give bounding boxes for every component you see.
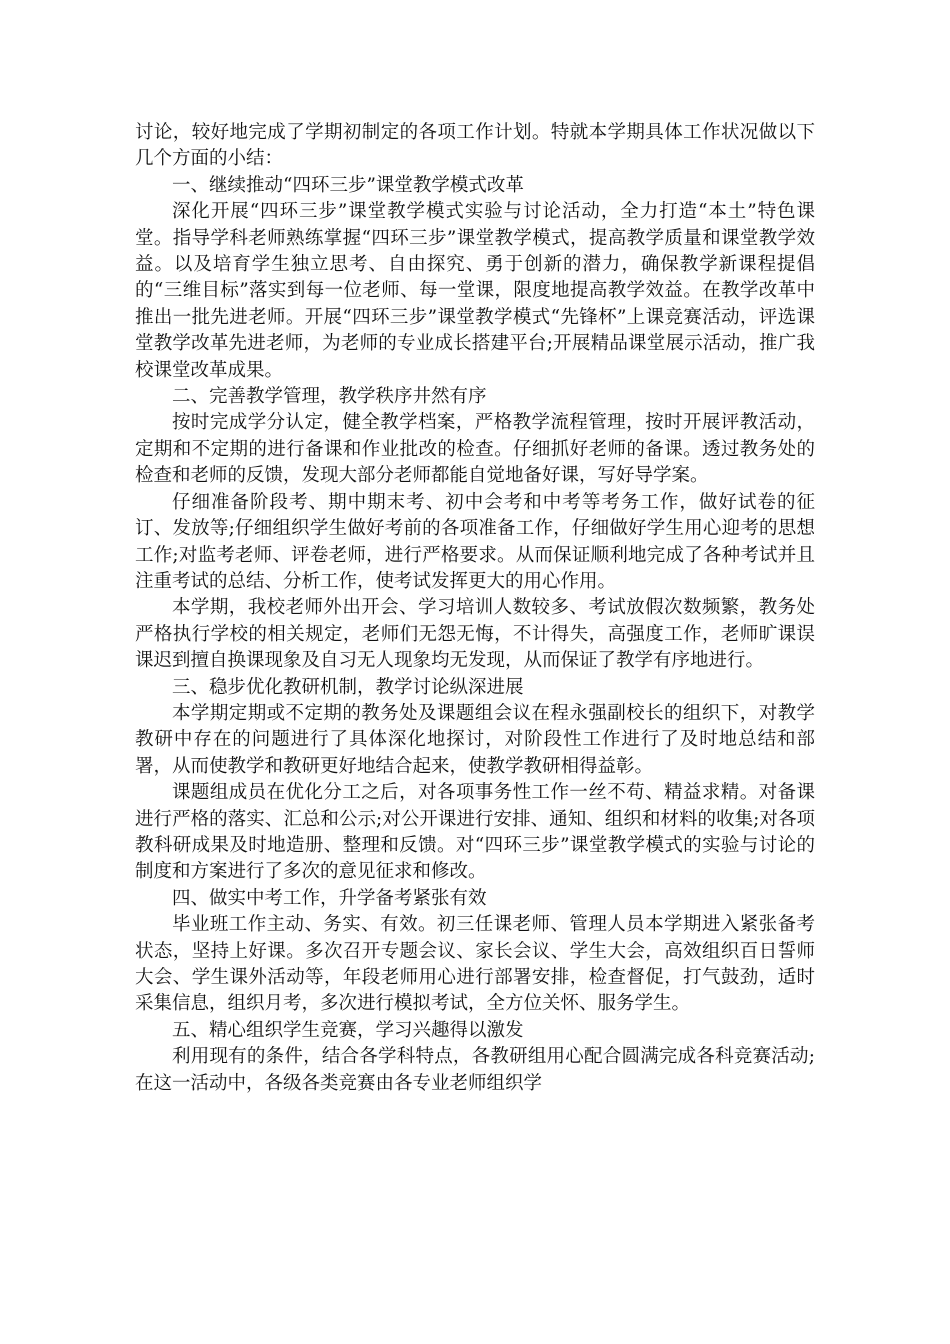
section-heading-1: 一、继续推动“四环三步”课堂教学模式改革 bbox=[172, 174, 524, 196]
paragraph: 本学期定期或不定期的教务处及课题组会议在程永强副校长的组织下，对教学教研中存在的问题进行了具体深化地探讨，对阶段性工作进行了及时地总结和部署，从而使教学和教研更好地结合起来，使教学教研相得益彰。 bbox=[135, 702, 815, 777]
section-heading-2: 二、完善教学管理，教学秩序井然有序 bbox=[172, 386, 487, 408]
paragraph: 利用现有的条件，结合各学科特点，各教研组用心配合圆满完成各科竞赛活动;在这一活动中，各级各类竞赛由各专业老师组织学 bbox=[135, 1046, 815, 1094]
section-heading-5: 五、精心组织学生竞赛，学习兴趣得以激发 bbox=[172, 1019, 524, 1041]
document-page bbox=[135, 120, 815, 1097]
paragraph-intro: 讨论，较好地完成了学期初制定的各项工作计划。特就本学期具体工作状况做以下几个方面的小结： bbox=[135, 122, 815, 170]
paragraph: 本学期，我校老师外出开会、学习培训人数较多、考试放假次数频繁，教务处严格执行学校的相关规定，老师们无怨无悔，不计得失，高强度工作，老师旷课误课迟到擅自换课现象及自习无人现象均无发现，从而保证了教学有序地进行。 bbox=[135, 597, 815, 672]
paragraph: 深化开展“四环三步”课堂教学模式实验与讨论活动，全力打造“本土”特色课堂。指导学科老师熟练掌握“四环三步”课堂教学模式，提高教学质量和课堂教学效益。以及培育学生独立思考、自由探究、勇于创新的潜力，确保教学新课程提倡的“三维目标”落实到每一位老师、每一堂课，限度地提高教学效益。在教学改革中推出一批先进老师。开展“四环三步”课堂教学模式“先锋杯”上课竞赛活动，评选课堂教学改革先进老师，为老师的专业成长搭建平台;开展精品课堂展示活动，推广我校课堂改革成果。 bbox=[135, 201, 815, 381]
paragraph: 按时完成学分认定，健全教学档案，严格教学流程管理，按时开展评教活动，定期和不定期的进行备课和作业批改的检查。仔细抓好老师的备课。透过教务处的检查和老师的反馈，发现大部分老师都能自觉地备好课，写好导学案。 bbox=[135, 412, 815, 487]
paragraph: 课题组成员在优化分工之后，对各项事务性工作一丝不苟、精益求精。对备课进行严格的落实、汇总和公示;对公开课进行安排、通知、组织和材料的收集;对各项教科研成果及时地造册、整理和反馈。对“四环三步”课堂教学模式的实验与讨论的制度和方案进行了多次的意见征求和修改。 bbox=[135, 782, 815, 883]
section-heading-3: 三、稳步优化教研机制，教学讨论纵深进展 bbox=[172, 676, 524, 698]
section-heading-4: 四、做实中考工作，升学备考紧张有效 bbox=[172, 887, 487, 909]
paragraph: 毕业班工作主动、务实、有效。初三任课老师、管理人员本学期进入紧张备考状态，坚持上好课。多次召开专题会议、家长会议、学生大会，高效组织百日誓师大会、学生课外活动等，年段老师用心进行部署安排，检查督促，打气鼓劲，适时采集信息，组织月考，多次进行模拟考试，全方位关怀、服务学生。 bbox=[135, 914, 815, 1015]
paragraph: 仔细准备阶段考、期中期末考、初中会考和中考等考务工作，做好试卷的征订、发放等;仔细组织学生做好考前的各项准备工作，仔细做好学生用心迎考的思想工作;对监考老师、评卷老师，进行严格要求。从而保证顺利地完成了各种考试并且注重考试的总结、分析工作，使考试发挥更大的用心作用。 bbox=[135, 491, 815, 592]
